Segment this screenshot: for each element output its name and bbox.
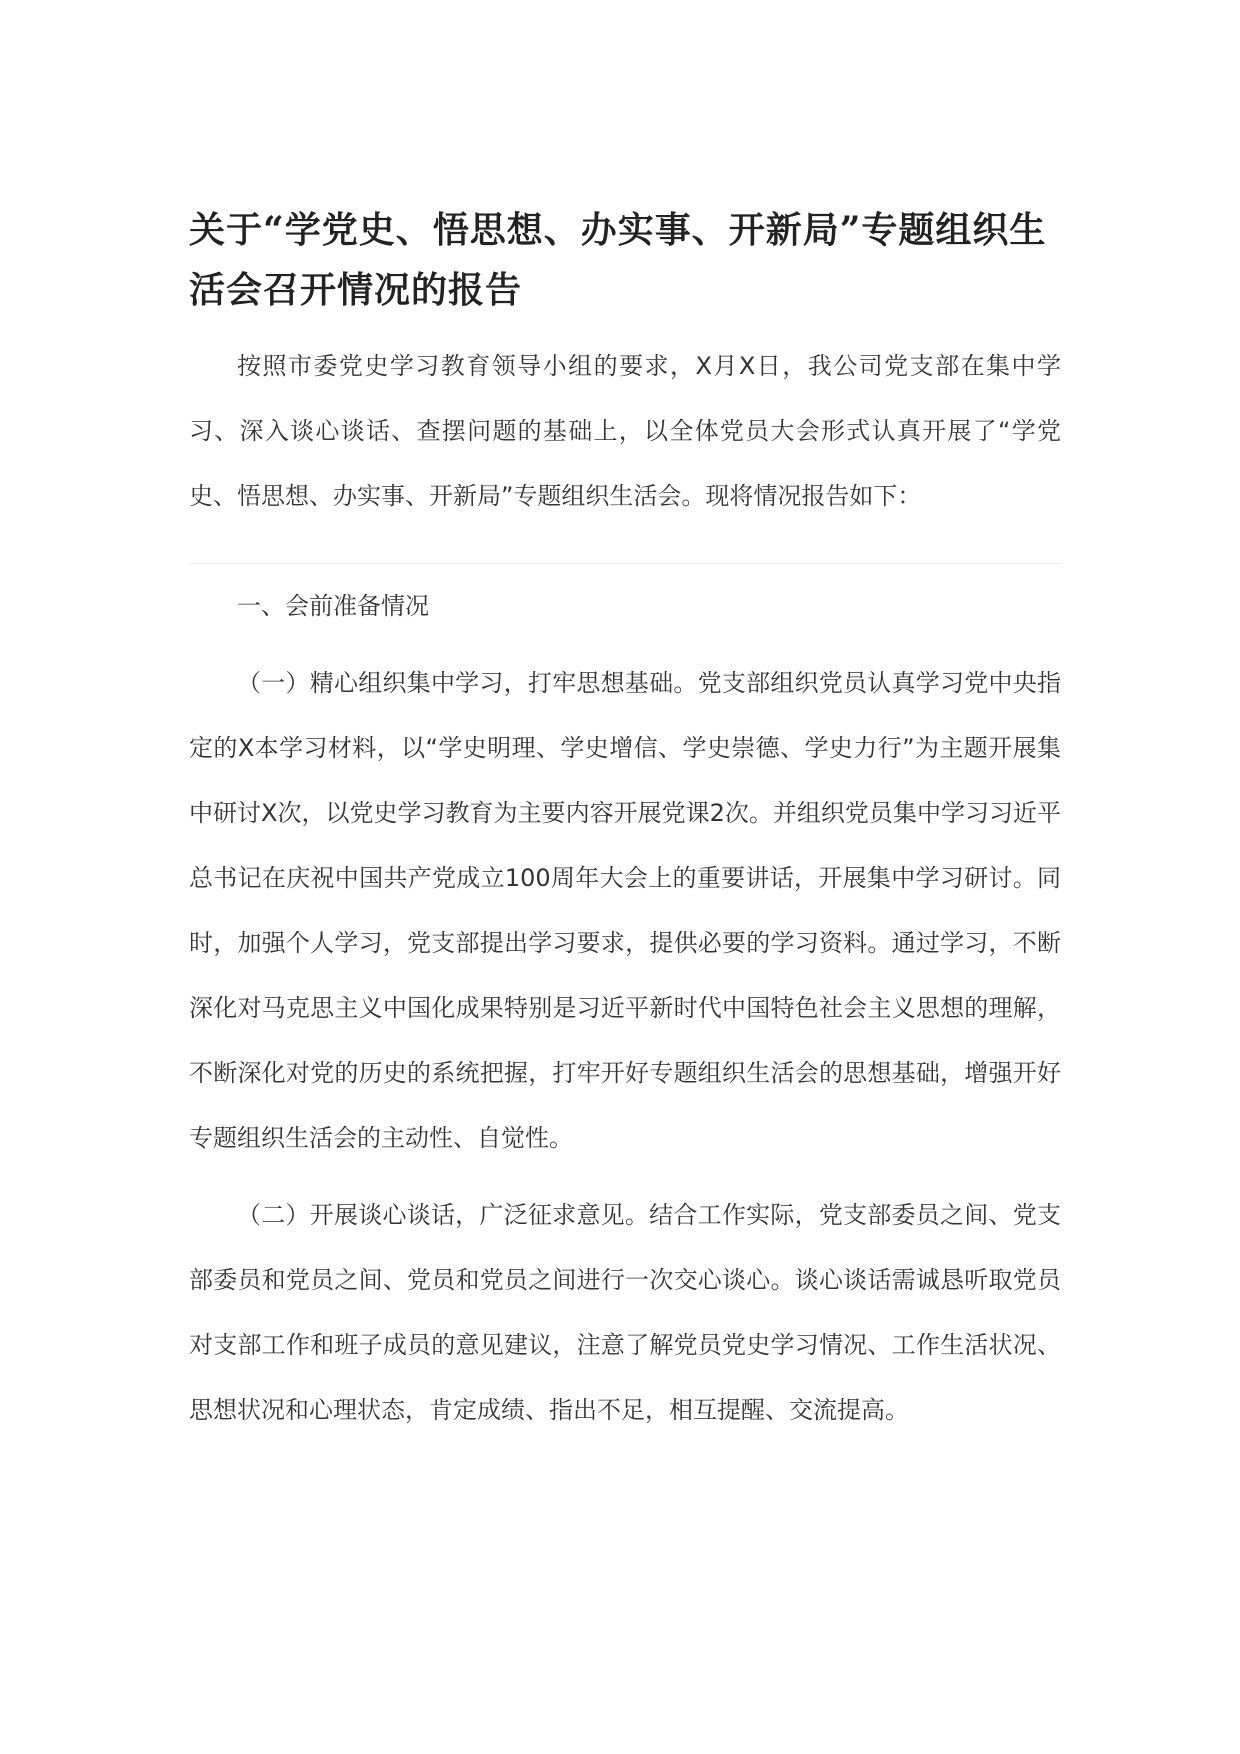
document-title: 关于“学党史、悟思想、办实事、开新局”专题组织生活会召开情况的报告 [189, 209, 1047, 311]
body-paragraph-1: （一）精心组织集中学习，打牢思想基础。党支部组织党员认真学习党中央指定的X本学习材料，以“学史明理、学史增信、学史崇德、学史力行”为主题开展集中研讨X次，以党史学习教育为主要内容开展党课2次。并组织党员集中学习习近平总书记在庆祝中国共产党成立100周年大会上的重要讲话，开展集中学习研讨。同时，加强个人学习，党支部提出学习要求，提供必要的学习资料。通过学习，不断深化对马克思主义中国化成果特别是习近平新时代中国特色社会主义思想的理解，不断深化对党的历史的系统把握，打牢开好专题组织生活会的思想基础，增强开好专题组织生活会的主动性、自觉性。 [189, 669, 1061, 1152]
intro-paragraph: 按照市委党史学习教育领导小组的要求，X月X日，我公司党支部在集中学习、深入谈心谈话、查摆问题的基础上，以全体党员大会形式认真开展了“学党史、悟思想、办实事、开新局”专题组织生活会。现将情况报告如下： [189, 352, 1061, 510]
body-paragraph-2: （二）开展谈心谈话，广泛征求意见。结合工作实际，党支部委员之间、党支部委员和党员之间、党员和党员之间进行一次交心谈心。谈心谈话需诚恳听取党员对支部工作和班子成员的意见建议，注意了解党员党史学习情况、工作生活状况、思想状况和心理状态，肯定成绩、指出不足，相互提醒、交流提高。 [189, 1201, 1061, 1424]
section-heading: 一、会前准备情况 [237, 592, 429, 620]
document-body [189, 200, 1061, 1443]
section-divider [189, 563, 1061, 564]
